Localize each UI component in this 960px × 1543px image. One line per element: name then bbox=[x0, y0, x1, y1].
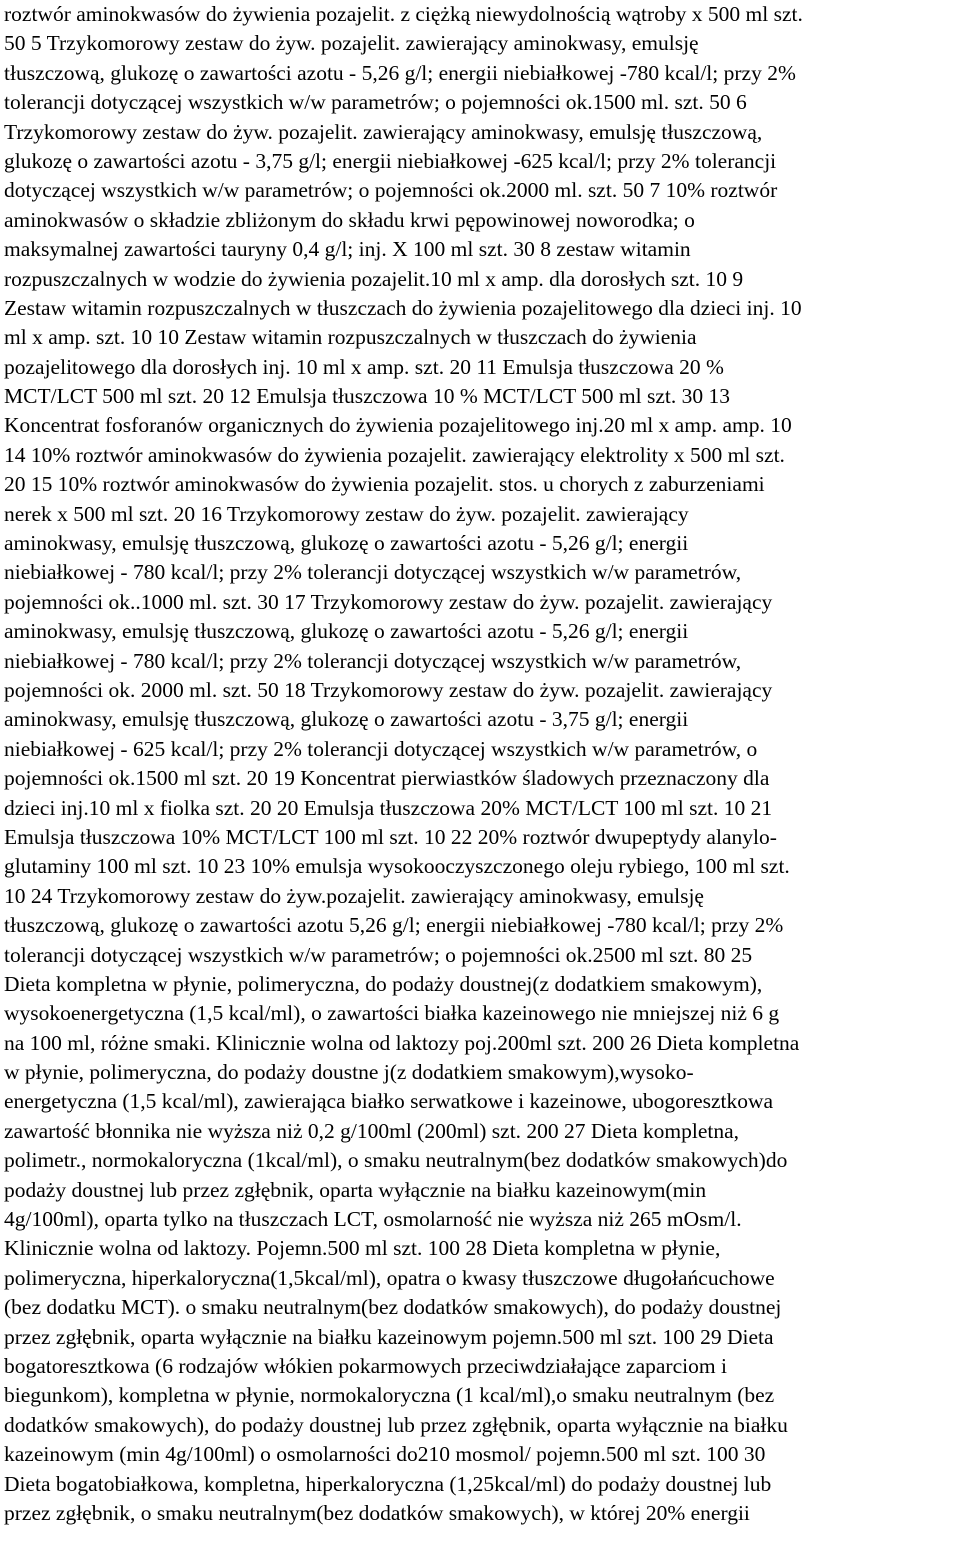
text-line: aminokwasy, emulsję tłuszczową, glukozę o zawartości azotu - 3,75 g/l; energii bbox=[4, 707, 689, 732]
text-line: roztwór aminokwasów do żywienia pozajelit. z ciężką niewydolnością wątroby x 500 ml szt. bbox=[4, 2, 803, 26]
text-line: wysokoenergetyczna (1,5 kcal/ml), o zawartości białka kazeinowego nie mniejszej niż 6 g bbox=[4, 1001, 780, 1026]
text-line: maksymalnej zawartości tauryny 0,4 g/l; inj. X 100 ml szt. 30 8 zestaw witamin bbox=[4, 237, 691, 262]
document-page bbox=[4, 0, 954, 1528]
text-line: pojemności ok. 2000 ml. szt. 50 18 Trzykomorowy zestaw do żyw. pozajelit. zawierający bbox=[4, 677, 773, 702]
text-line: polimeryczna, hiperkaloryczna(1,5kcal/ml), opatra o kwasy tłuszczowe długołańcuchowe bbox=[4, 1265, 775, 1290]
text-line: aminokwasy, emulsję tłuszczową, glukozę o zawartości azotu - 5,26 g/l; energii bbox=[4, 619, 689, 644]
text-line: 4g/100ml), oparta tylko na tłuszczach LCT, osmolarność nie wyższa niż 265 mOsm/l. bbox=[4, 1207, 742, 1232]
text-line: biegunkom), kompletna w płynie, normokaloryczna (1 kcal/ml),o smaku neutralnym (bez bbox=[4, 1383, 775, 1408]
text-line: dodatków smakowych), do podaży doustnej lub przez zgłębnik, oparta wyłącznie na białku bbox=[4, 1412, 788, 1437]
text-line: tłuszczową, glukozę o zawartości azotu - 5,26 g/l; energii niebiałkowej -780 kcal/l; przy 2% bbox=[4, 60, 796, 85]
text-line: przez zgłębnik, o smaku neutralnym(bez dodatków smakowych), w której 20% energii bbox=[4, 1500, 750, 1525]
text-line: kazeinowym (min 4g/100ml) o osmolarności do210 mosmol/ pojemn.500 ml szt. 100 30 bbox=[4, 1442, 766, 1467]
text-line: tolerancji dotyczącej wszystkich w/w parametrów; o pojemności ok.2500 ml szt. 80 25 bbox=[4, 942, 753, 967]
text-line: Dieta kompletna w płynie, polimeryczna, do podaży doustnej(z dodatkiem smakowym), bbox=[4, 971, 763, 996]
text-line: nerek x 500 ml szt. 20 16 Trzykomorowy zestaw do żyw. pozajelit. zawierający bbox=[4, 501, 689, 526]
text-line: dotyczącej wszystkich w/w parametrów; o pojemności ok.2000 ml. szt. 50 7 10% roztwór bbox=[4, 178, 778, 203]
text-line: 14 10% roztwór aminokwasów do żywienia pozajelit. zawierający elektrolity x 500 ml szt. bbox=[4, 442, 785, 467]
text-line: na 100 ml, różne smaki. Klinicznie wolna od laktozy poj.200ml szt. 200 26 Dieta kompletna bbox=[4, 1030, 800, 1055]
text-line: podaży doustnej lub przez zgłębnik, oparta wyłącznie na białku kazeinowym(min bbox=[4, 1177, 707, 1202]
text-line: Zestaw witamin rozpuszczalnych w tłuszczach do żywienia pozajelitowego dla dzieci inj. 10 bbox=[4, 295, 802, 320]
text-line: polimetr., normokaloryczna (1kcal/ml), o smaku neutralnym(bez dodatków smakowych)do bbox=[4, 1148, 788, 1173]
text-line: ml x amp. szt. 10 10 Zestaw witamin rozpuszczalnych w tłuszczach do żywienia bbox=[4, 325, 697, 350]
text-line: glukozę o zawartości azotu - 3,75 g/l; energii niebiałkowej -625 kcal/l; przy 2% tolerancji bbox=[4, 148, 777, 173]
text-line: Koncentrat fosforanów organicznych do żywienia pozajelitowego inj.20 ml x amp. amp. 10 bbox=[4, 413, 792, 438]
text-line: rozpuszczalnych w wodzie do żywienia pozajelit.10 ml x amp. dla dorosłych szt. 10 9 bbox=[4, 266, 744, 291]
text-line: w płynie, polimeryczna, do podaży doustne j(z dodatkiem smakowym),wysoko- bbox=[4, 1060, 694, 1085]
text-line: 10 24 Trzykomorowy zestaw do żyw.pozajelit. zawierający aminokwasy, emulsję bbox=[4, 883, 704, 908]
text-line: niebiałkowej - 780 kcal/l; przy 2% tolerancji dotyczącej wszystkich w/w parametrów, bbox=[4, 648, 742, 673]
text-line: tolerancji dotyczącej wszystkich w/w parametrów; o pojemności ok.1500 ml. szt. 50 6 bbox=[4, 90, 747, 115]
text-line: tłuszczową, glukozę o zawartości azotu 5,26 g/l; energii niebiałkowej -780 kcal/l; przy 2% bbox=[4, 913, 784, 938]
text-line: energetyczna (1,5 kcal/ml), zawierająca białko serwatkowe i kazeinowe, ubogoresztkowa bbox=[4, 1089, 774, 1114]
text-line: aminokwasów o składzie zbliżonym do składu krwi pępowinowej noworodka; o bbox=[4, 207, 695, 232]
text-line: pojemności ok.1500 ml szt. 20 19 Koncentrat pierwiastków śladowych przeznaczony dla bbox=[4, 766, 770, 791]
text-line: Trzykomorowy zestaw do żyw. pozajelit. zawierający aminokwasy, emulsję tłuszczową, bbox=[4, 119, 763, 144]
text-line: niebiałkowej - 625 kcal/l; przy 2% tolerancji dotyczącej wszystkich w/w parametrów, o bbox=[4, 736, 758, 761]
text-line: zawartość błonnika nie wyższa niż 0,2 g/100ml (200ml) szt. 200 27 Dieta kompletna, bbox=[4, 1118, 739, 1143]
text-line: 50 5 Trzykomorowy zestaw do żyw. pozajelit. zawierający aminokwasy, emulsję bbox=[4, 31, 699, 56]
text-line: glutaminy 100 ml szt. 10 23 10% emulsja wysokooczyszczonego oleju rybiego, 100 ml szt. bbox=[4, 854, 790, 879]
text-line: MCT/LCT 500 ml szt. 20 12 Emulsja tłuszczowa 10 % MCT/LCT 500 ml szt. 30 13 bbox=[4, 384, 730, 409]
text-line: pozajelitowego dla dorosłych inj. 10 ml x amp. szt. 20 11 Emulsja tłuszczowa 20 % bbox=[4, 354, 724, 379]
text-line: Dieta bogatobiałkowa, kompletna, hiperkaloryczna (1,25kcal/ml) do podaży doustnej lub bbox=[4, 1471, 772, 1496]
text-line: (bez dodatku MCT). o smaku neutralnym(bez dodatków smakowych), do podaży doustnej bbox=[4, 1295, 782, 1320]
text-line: Emulsja tłuszczowa 10% MCT/LCT 100 ml szt. 10 22 20% roztwór dwupeptydy alanylo- bbox=[4, 824, 777, 849]
text-line: aminokwasy, emulsję tłuszczową, glukozę o zawartości azotu - 5,26 g/l; energii bbox=[4, 531, 689, 556]
text-line: Klinicznie wolna od laktozy. Pojemn.500 ml szt. 100 28 Dieta kompletna w płynie, bbox=[4, 1236, 721, 1261]
text-line: niebiałkowej - 780 kcal/l; przy 2% tolerancji dotyczącej wszystkich w/w parametrów, bbox=[4, 560, 742, 585]
text-line: przez zgłębnik, oparta wyłącznie na białku kazeinowym pojemn.500 ml szt. 100 29 Dieta bbox=[4, 1324, 774, 1349]
text-line: dzieci inj.10 ml x fiolka szt. 20 20 Emulsja tłuszczowa 20% MCT/LCT 100 ml szt. 10 21 bbox=[4, 795, 773, 820]
text-line: 20 15 10% roztwór aminokwasów do żywienia pozajelit. stos. u chorych z zaburzeniami bbox=[4, 472, 765, 497]
text-line: bogatoresztkowa (6 rodzajów włókien pokarmowych przeciwdziałające zaparciom i bbox=[4, 1353, 727, 1378]
text-line: pojemności ok..1000 ml. szt. 30 17 Trzykomorowy zestaw do żyw. pozajelit. zawierający bbox=[4, 589, 773, 614]
